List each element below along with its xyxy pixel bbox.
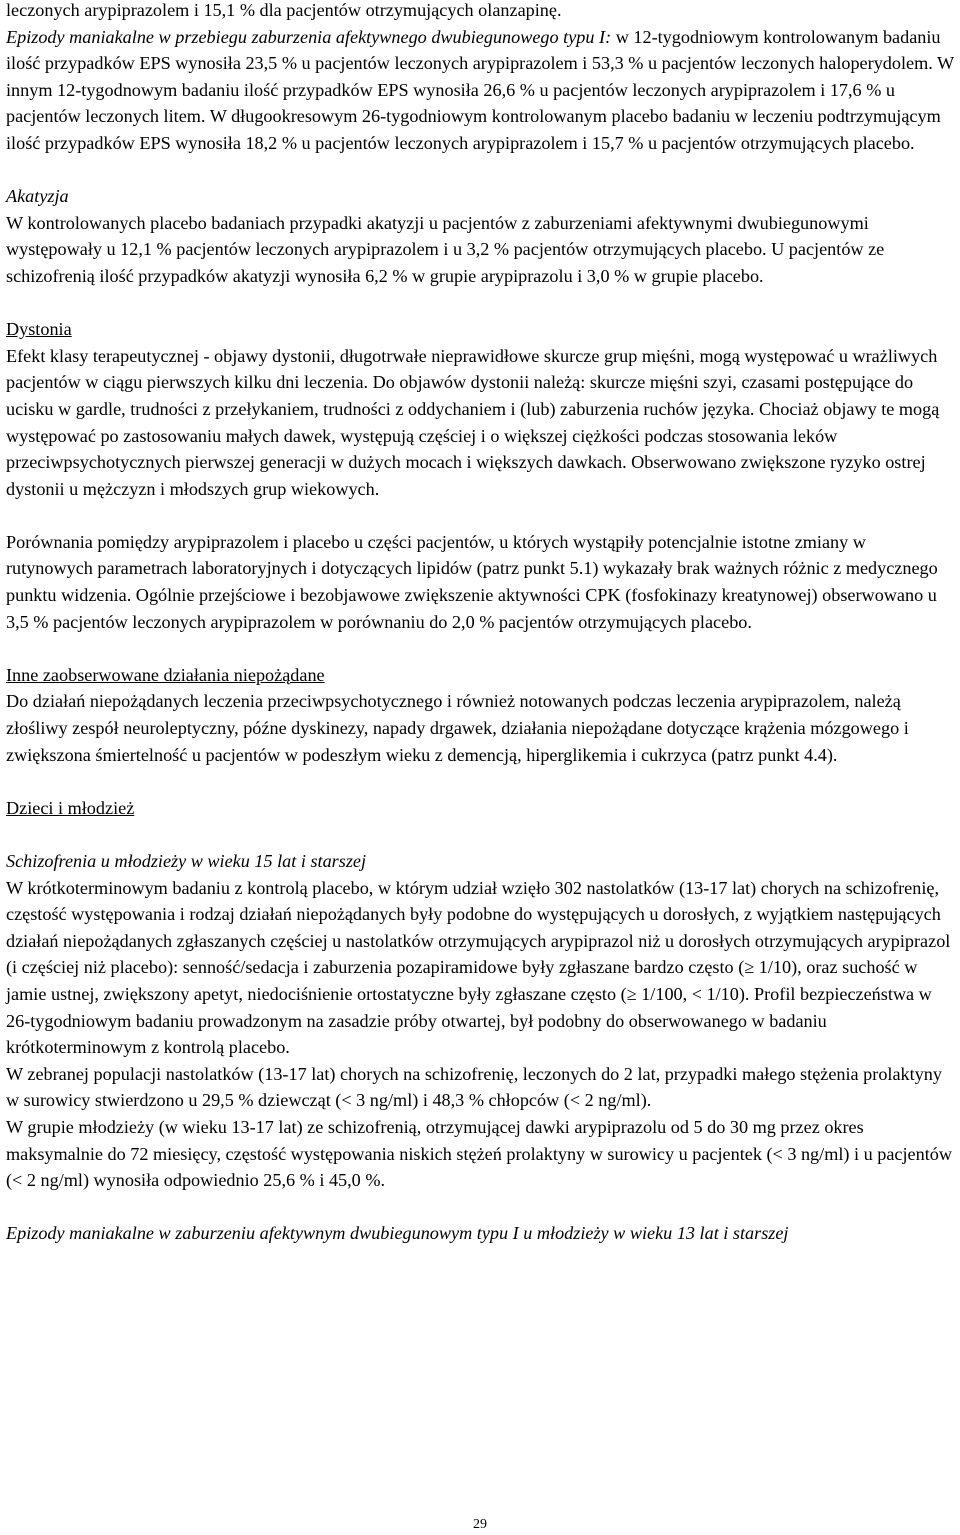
section-heading: Dystonia	[6, 319, 72, 340]
paragraph-text: Porównania pomiędzy arypiprazolem i placebo u części pacjentów, u których wystąpiły potencjalnie istotne zmiany w rutynowych parametrach laboratoryjnych i dotyczących lipidów (patrz punkt 5.1) wykazały brak ważnych różnic z medycznego punktu widzenia. Ogólnie przejściowe i bezobjawowe zwiększenie aktywności CPK (fosfokinazy kreatynowej) obserwowano u 3,5 % pacjentów leczonych arypiprazolem w porównaniu do 2,0 % pacjentów otrzymujących placebo.	[6, 531, 938, 632]
page-number: 29	[473, 1517, 487, 1532]
paragraph-text: Efekt klasy terapeutycznej - objawy dystonii, długotrwałe nieprawidłowe skurcze grup mięśni, mogą występować u wrażliwych pacjentów w ciągu pierwszych kilku dni leczenia. Do objawów dystonii należą: skurcze mięśni szyi, czasami postępujące do ucisku w gardle, trudności z przełykaniem, trudności z oddychaniem i (lub) zaburzenia ruchów języka. Chociaż objawy te mogą występować po zastosowaniu małych dawek, występują częściej i o większej ciężkości podczas stosowania leków przeciwpsychotycznych pierwszej generacji w dużych mocach i większych dawkach. Obserwowano zwiększone ryzyko ostrej dystonii u mężczyzn i młodszych grup wiekowych.	[6, 345, 940, 499]
section-heading: Inne zaobserwowane działania niepożądane	[6, 664, 325, 685]
body-paragraph	[6, 343, 954, 503]
body-paragraph	[6, 210, 954, 290]
paragraph-spacer	[6, 768, 954, 795]
section-heading: Epizody maniakalne w zaburzeniu afektywnym dwubiegunowym typu I u młodzieży w wieku 13 lat i starszej	[6, 1223, 789, 1244]
paragraph-text: W kontrolowanych placebo badaniach przypadki akatyzji u pacjentów z zaburzeniami afektywnymi dwubiegunowymi występowały u 12,1 % pacjentów leczonych arypiprazolem i u 3,2 % pacjentów otrzymujących placebo. U pacjentów ze schizofrenią ilość przypadków akatyzji wynosiła 6,2 % w grupie arypiprazolu i 3,0 % w grupie placebo.	[6, 212, 885, 286]
section-heading: Dzieci i młodzież	[6, 797, 135, 818]
body-paragraph	[6, 1061, 954, 1114]
body-paragraph	[6, 24, 954, 157]
paragraph-italic-lead: Epizody maniakalne w przebiegu zaburzenia afektywnego dwubiegunowego typu I:	[6, 26, 612, 47]
body-paragraph	[6, 688, 954, 768]
paragraph-text: W zebranej populacji nastolatków (13-17 lat) chorych na schizofrenię, leczonych do 2 lat, przypadki małego stężenia prolaktyny w surowicy stwierdzono u 29,5 % dziewcząt (< 3 ng/ml) i 48,3 % chłopców (< 2 ng/ml).	[6, 1063, 942, 1111]
paragraph-text: W krótkoterminowym badaniu z kontrolą placebo, w którym udział wzięło 302 nastolatków (13-17 lat) chorych na schizofrenię, częstość występowania i rodzaj działań niepożądanych były podobne do występujących u dorosłych, z wyjątkiem następujących działań niepożądanych zgłaszanych częściej u nastolatków otrzymujących arypiprazol niż u dorosłych otrzymujących arypiprazol (i częściej niż placebo): senność/sedacja i zaburzenia pozapiramidowe były zgłaszane bardzo często (≥ 1/10), oraz suchość w jamie ustnej, zwiększony apetyt, niedociśnienie ortostatyczne były zgłaszane często (≥ 1/100, < 1/10). Profil bezpieczeństwa w 26-tygodniowym badaniu prowadzonym na zasadzie próby otwartej, był podobny do obserwowanego w badaniu krótkoterminowym z kontrolą placebo.	[6, 877, 951, 1058]
paragraph-spacer	[6, 1194, 954, 1221]
paragraph-text: w 12-tygodniowym kontrolowanym badaniu ilość przypadków EPS wynosiła 23,5 % u pacjentów leczonych arypiprazolem i 53,3 % u pacjentów leczonych haloperydolem. W innym 12-tygodnowym badaniu ilość przypadków EPS wynosiła 26,6 % u pacjentów leczonych arypiprazolem i 17,6 % u pacjentów leczonych litem. W długookresowym 26-tygodniowym kontrolowanym placebo badaniu w leczeniu podtrzymującym ilość przypadków EPS wynosiła 18,2 % u pacjentów leczonych arypiprazolem i 15,7 % u pacjentów otrzymujących placebo.	[6, 26, 954, 153]
body-paragraph	[6, 875, 954, 1061]
document-body	[6, 0, 954, 1247]
paragraph-spacer	[6, 290, 954, 317]
section-heading: Akatyzja	[6, 186, 69, 207]
body-paragraph	[6, 0, 954, 24]
paragraph-text: Do działań niepożądanych leczenia przeciwpsychotycznego i również notowanych podczas leczenia arypiprazolem, należą złośliwy zespół neuroleptyczny, późne dyskinezy, napady drgawek, działania niepożądane dotyczące krążenia mózgowego i zwiększona śmiertelność u pacjentów w podeszłym wieku z demencją, hiperglikemia i cukrzyca (patrz punkt 4.4).	[6, 691, 909, 765]
section-heading: Schizofrenia u młodzieży w wieku 15 lat i starszej	[6, 851, 367, 871]
body-paragraph	[6, 529, 954, 635]
paragraph-spacer	[6, 502, 954, 529]
body-paragraph	[6, 1114, 954, 1194]
paragraph-text: leczonych arypiprazolem i 15,1 % dla pacjentów otrzymujących olanzapinę.	[6, 0, 562, 20]
paragraph-spacer	[6, 821, 954, 848]
paragraph-text: W grupie młodzieży (w wieku 13-17 lat) ze schizofrenią, otrzymującej dawki arypiprazolu od 5 do 30 mg przez okres maksymalnie do 72 miesięcy, częstość występowania niskich stężeń prolaktyny w surowicy u pacjentek (< 3 ng/ml) i u pacjentów (< 2 ng/ml) wynosiła odpowiednio 25,6 % i 45,0 %.	[6, 1116, 952, 1191]
paragraph-spacer	[6, 635, 954, 662]
paragraph-spacer	[6, 157, 954, 184]
